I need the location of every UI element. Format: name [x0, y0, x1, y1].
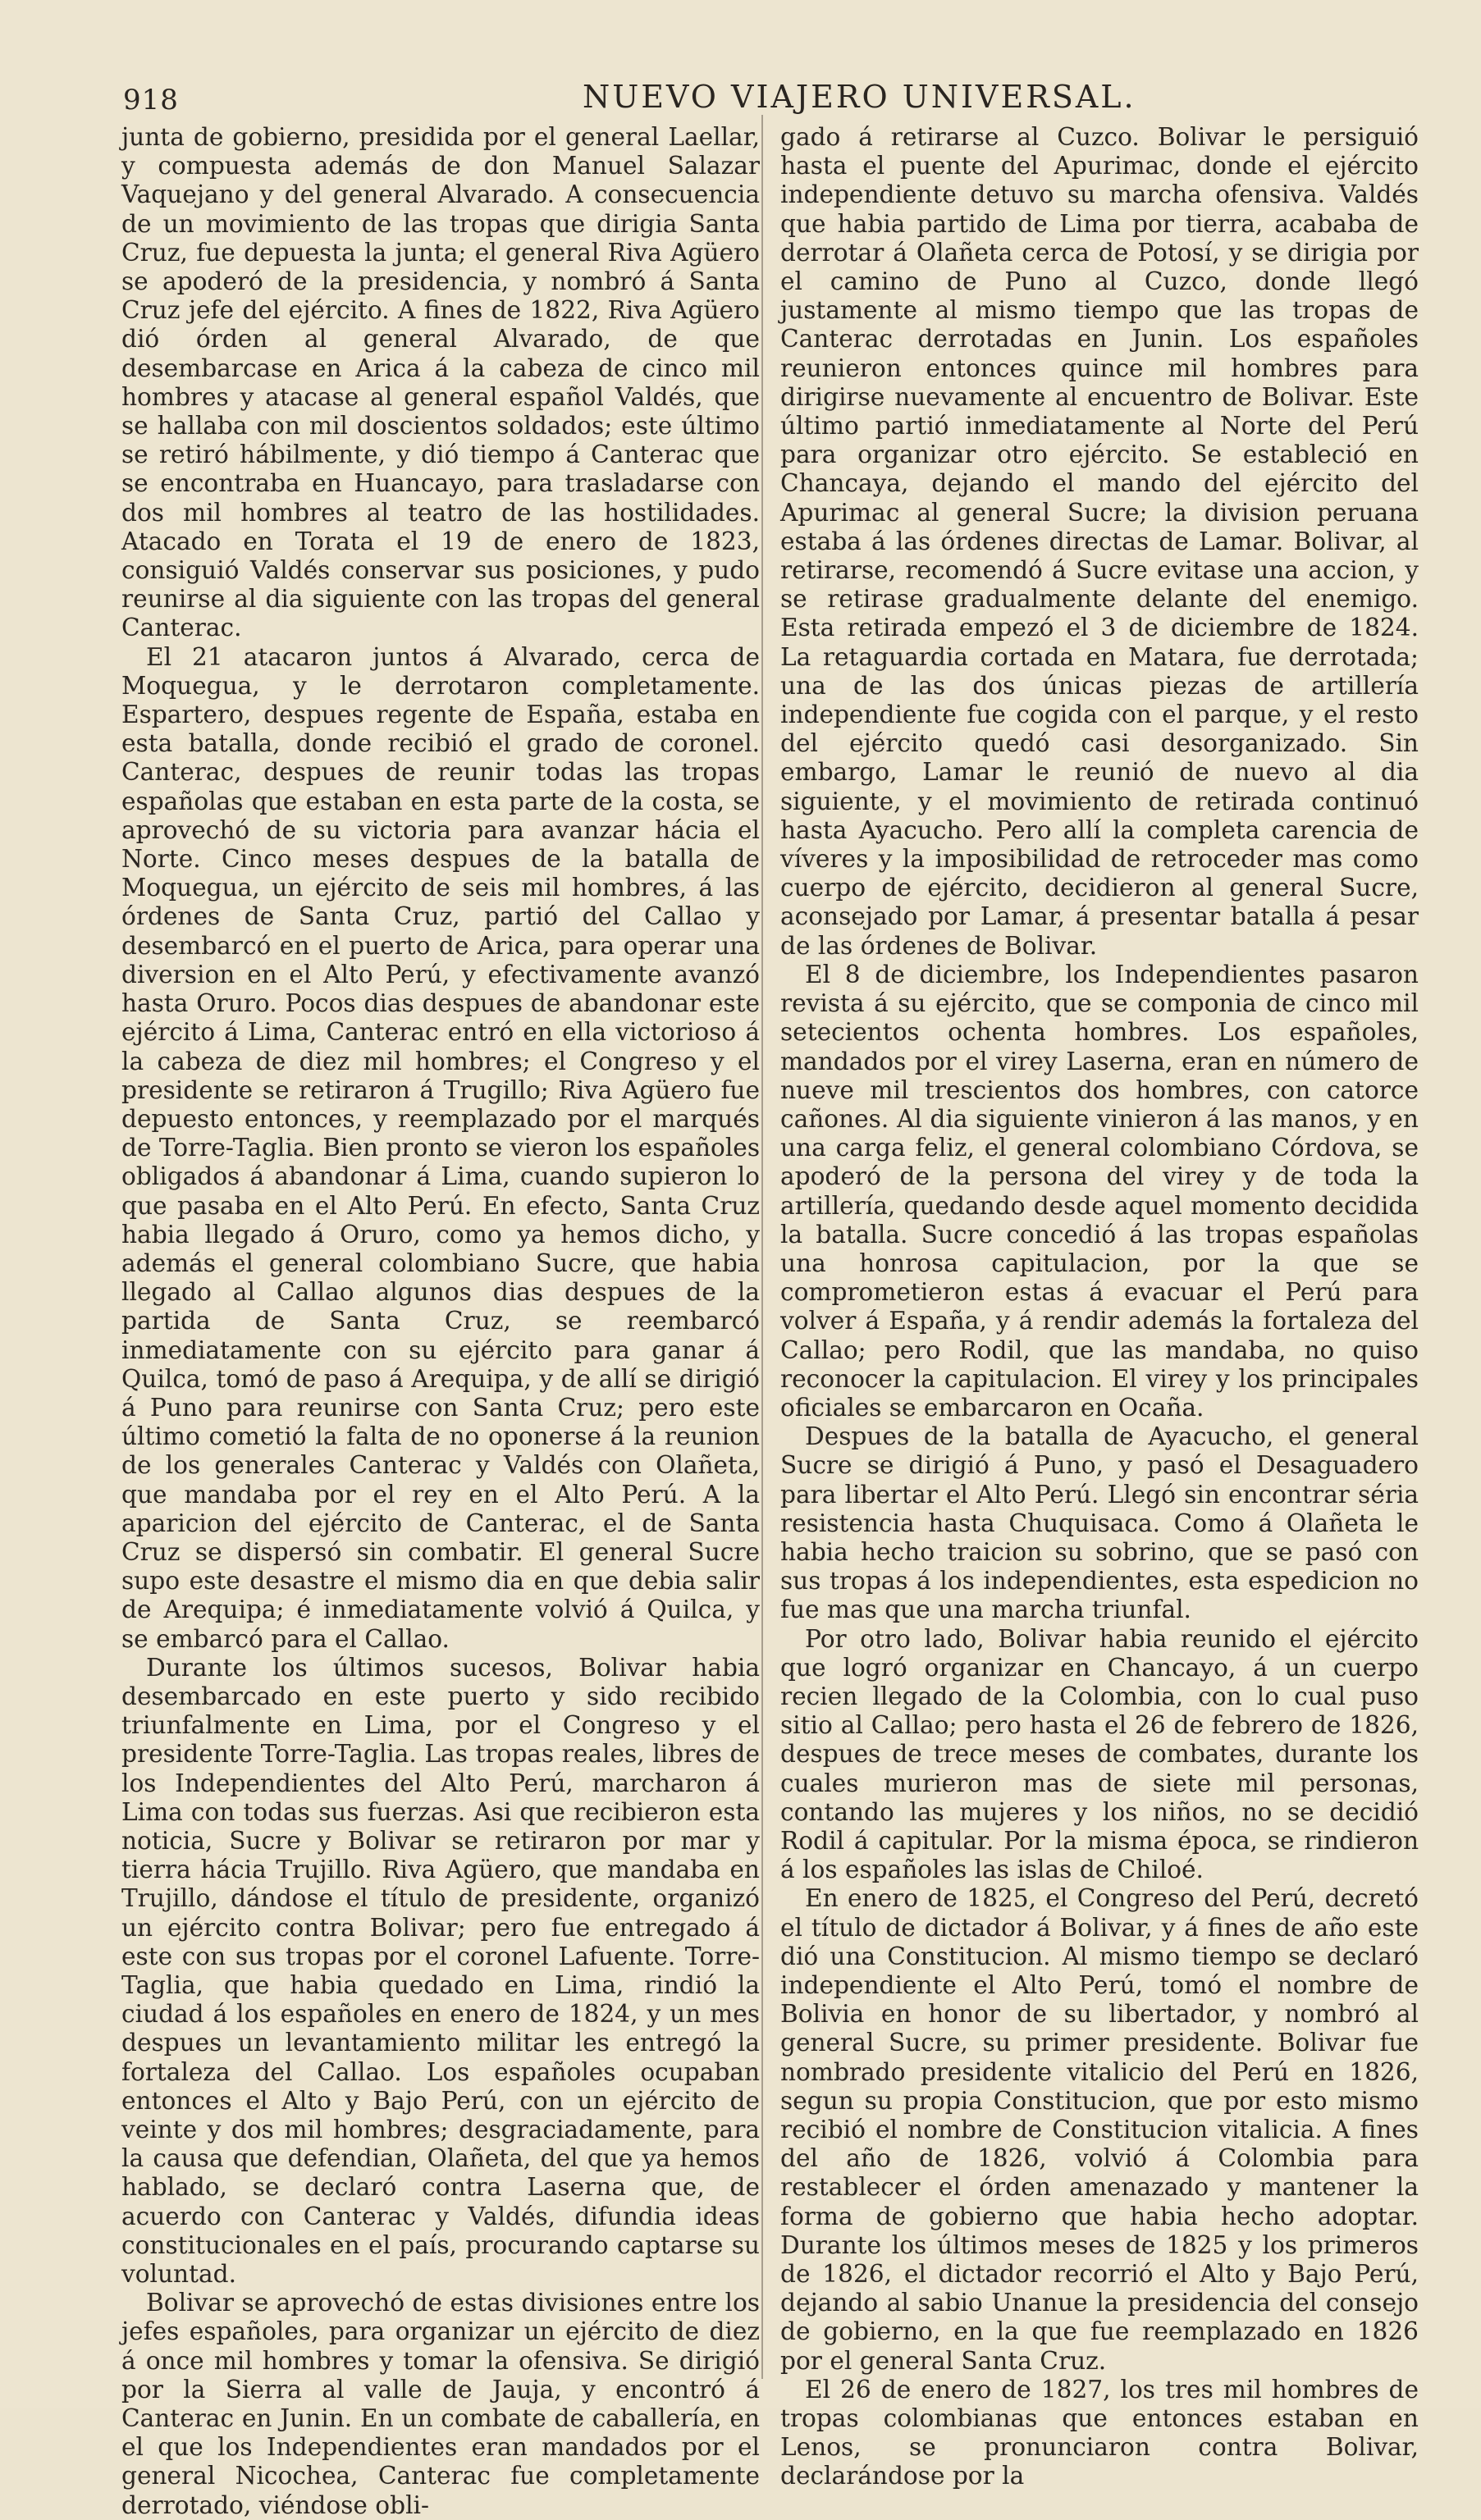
paragraph: En enero de 1825, el Congreso del Perú, decretó el título de dictador á Bolivar, y á fines de año este dió una Constitucion. Al mismo tiempo se declaró independiente el Alto Perú, tomó el nombre de Bolivia en honor de su libertador, y nombró al general Sucre, su primer presidente. Bolivar fue nombrado presidente vitalicio del Perú en 1826, segun su propia Constitucion, que por esto mismo recibió el nombre de Constitucion vitalicia. A fines del año de 1826, volvió á Colombia para restablecer el órden amenazado y mantener la forma de gobierno que habia hecho adoptar. Durante los últimos meses de 1825 y los primeros de 1826, el dictador recorrió el Alto y Bajo Perú, dejando al sabio Unanue la presidencia del consejo de gobierno, en la que fue reemplazado en 1826 por el general Santa Cruz. — [780, 1884, 1419, 2375]
paragraph: El 8 de diciembre, los Independientes pasaron revista á su ejército, que se componia de cinco mil setecientos ochenta hombres. Los españoles, mandados por el virey Laserna, eran en número de nueve mil trescientos dos hombres, con catorce cañones. Al dia siguiente vinieron á las manos, y en una carga feliz, el general colombiano Córdova, se apoderó de la persona del virey y de toda la artillería, quedando desde aquel momento decidida la batalla. Sucre concedió á las tropas españolas una honrosa capitulacion, por la que se comprometieron estas á evacuar el Perú para volver á España, y á rendir además la fortaleza del Callao; pero Rodil, que las mandaba, no quiso reconocer la capitulacion. El virey y los principales oficiales se embarcaron en Ocaña. — [780, 960, 1419, 1422]
paragraph: El 26 de enero de 1827, los tres mil hombres de tropas colombianas que entonces estaban en Lenos, se pronunciaron contra Bolivar, declarándose por la — [780, 2375, 1419, 2490]
paragraph: Despues de la batalla de Ayacucho, el general Sucre se dirigió á Puno, y pasó el Desaguadero para libertar el Alto Perú. Llegó sin encontrar séria resistencia hasta Chuquisaca. Como á Olañeta le habia hecho traicion su sobrino, que se pasó con sus tropas á los independientes, esta espedicion no fue mas que una marcha triunfal. — [780, 1422, 1419, 1624]
paragraph: junta de gobierno, presidida por el general Laellar, y compuesta además de don Manuel Salazar Vaquejano y del general Alvarado. A consecuencia de un movimiento de las tropas que dirigia Santa Cruz, fue depuesta la junta; el general Riva Agüero se apoderó de la presidencia, y nombró á Santa Cruz jefe del ejército. A fines de 1822, Riva Agüero dió órden al general Alvarado, de que desembarcase en Arica á la cabeza de cinco mil hombres y atacase al general español Valdés, que se hallaba con mil doscientos soldados; este último se retiró hábilmente, y dió tiempo á Canterac que se encontraba en Huancayo, para trasladarse con dos mil hombres al teatro de las hostilidades. Atacado en Torata el 19 de enero de 1823, consiguió Valdés conservar sus posiciones, y pudo reunirse al dia siguiente con las tropas del general Canterac. — [121, 123, 760, 642]
right-column — [780, 123, 1419, 2490]
paragraph: Bolivar se aprovechó de estas divisiones entre los jefes españoles, para organizar un ejército de diez á once mil hombres y tomar la ofensiva. Se dirigió por la Sierra al valle de Jauja, y encontró á Canterac en Junin. En un combate de caballería, en el que los Independientes eran mandados por el general Nicochea, Canterac fue completamente derrotado, viéndose obli- — [121, 2289, 760, 2519]
page-header — [123, 75, 1415, 125]
paragraph: Por otro lado, Bolivar habia reunido el ejército que logró organizar en Chancayo, á un cuerpo recien llegado de la Colombia, con lo cual puso sitio al Callao; pero hasta el 26 de febrero de 1826, despues de trece meses de combates, durante los cuales murieron mas de siete mil personas, contando las mujeres y los niños, no se decidió Rodil á capitular. Por la misma época, se rindieron á los españoles las islas de Chiloé. — [780, 1624, 1419, 1884]
paragraph: El 21 atacaron juntos á Alvarado, cerca de Moquegua, y le derrotaron completamente. Espartero, despues regente de España, estaba en esta batalla, donde recibió el grado de coronel. Canterac, despues de reunir todas las tropas españolas que estaban en esta parte de la costa, se aprovechó de su victoria para avanzar hácia el Norte. Cinco meses despues de la batalla de Moquegua, un ejército de seis mil hombres, á las órdenes de Santa Cruz, partió del Callao y desembarcó en el puerto de Arica, para operar una diversion en el Alto Perú, y efectivamente avanzó hasta Oruro. Pocos dias despues de abandonar este ejército á Lima, Canterac entró en ella victorioso á la cabeza de diez mil hombres; el Congreso y el presidente se retiraron á Trugillo; Riva Agüero fue depuesto entonces, y reemplazado por el marqués de Torre-Taglia. Bien pronto se vieron los españoles obligados á abandonar á Lima, cuando supieron lo que pasaba en el Alto Perú. En efecto, Santa Cruz habia llegado á Oruro, como ya hemos dicho, y además el general colombiano Sucre, que habia llegado al Callao algunos dias despues de la partida de Santa Cruz, se reembarcó inmediatamente con su ejército para ganar á Quilca, tomó de paso á Arequipa, y de allí se dirigió á Puno para reunirse con Santa Cruz; pero este último cometió la falta de no oponerse á la reunion de los generales Canterac y Valdés con Olañeta, que mandaba por el rey en el Alto Perú. A la aparicion del ejército de Canterac, el de Santa Cruz se dispersó sin combatir. El general Sucre supo este desastre el mismo dia en que debia salir de Arequipa; é inmediatamente volvió á Quilca, y se embarcó para el Callao. — [121, 642, 761, 1653]
paragraph: Durante los últimos sucesos, Bolivar habia desembarcado en este puerto y sido recibido triunfalmente en Lima, por el Congreso y el presidente Torre-Taglia. Las tropas reales, libres de los Independientes del Alto Perú, marcharon á Lima con todas sus fuerzas. Asi que recibieron esta noticia, Sucre y Bolivar se retiraron por mar y tierra hácia Trujillo. Riva Agüero, que mandaba en Trujillo, dándose el título de presidente, organizó un ejército contra Bolivar; pero fue entregado á este con sus tropas por el coronel Lafuente. Torre-Taglia, que habia quedado en Lima, rindió la ciudad á los españoles en enero de 1824, y un mes despues un levantamiento militar les entregó la fortaleza del Callao. Los españoles ocupaban entonces el Alto y Bajo Perú, con un ejército de veinte y dos mil hombres; desgraciadamente, para la causa que defendian, Olañeta, del que ya hemos hablado, se declaró contra Laserna que, de acuerdo con Canterac y Valdés, difundia ideas constitucionales en el país, procurando captarse su voluntad. — [121, 1653, 760, 2289]
column-divider — [761, 115, 763, 2379]
left-column — [121, 123, 761, 2519]
page-number: 918 — [123, 84, 179, 116]
running-title: NUEVO VIAJERO UNIVERSAL. — [583, 79, 1136, 115]
paragraph: gado á retirarse al Cuzco. Bolivar le persiguió hasta el puente del Apurimac, donde el ejército independiente detuvo su marcha ofensiva. Valdés que habia partido de Lima por tierra, acababa de derrotar á Olañeta cerca de Potosí, y se dirigia por el camino de Puno al Cuzco, donde llegó justamente al mismo tiempo que las tropas de Canterac derrotadas en Junin. Los españoles reunieron entonces quince mil hombres para dirigirse nuevamente al encuentro de Bolivar. Este último partió inmediatamente al Norte del Perú para organizar otro ejército. Se estableció en Chancaya, dejando el mando del ejército del Apurimac al general Sucre; la division peruana estaba á las órdenes directas de Lamar. Bolivar, al retirarse, recomendó á Sucre evitase una accion, y se retirase gradualmente delante del enemigo. Esta retirada empezó el 3 de diciembre de 1824. La retaguardia cortada en Matara, fue derrotada; una de las dos únicas piezas de artillería independiente fue cogida con el parque, y el resto del ejército quedó casi desorganizado. Sin embargo, Lamar le reunió de nuevo al dia siguiente, y el movimiento de retirada continuó hasta Ayacucho. Pero allí la completa carencia de víveres y la imposibilidad de retroceder mas como cuerpo de ejército, decidieron al general Sucre, aconsejado por Lamar, á presentar batalla á pesar de las órdenes de Bolivar. — [780, 123, 1419, 960]
